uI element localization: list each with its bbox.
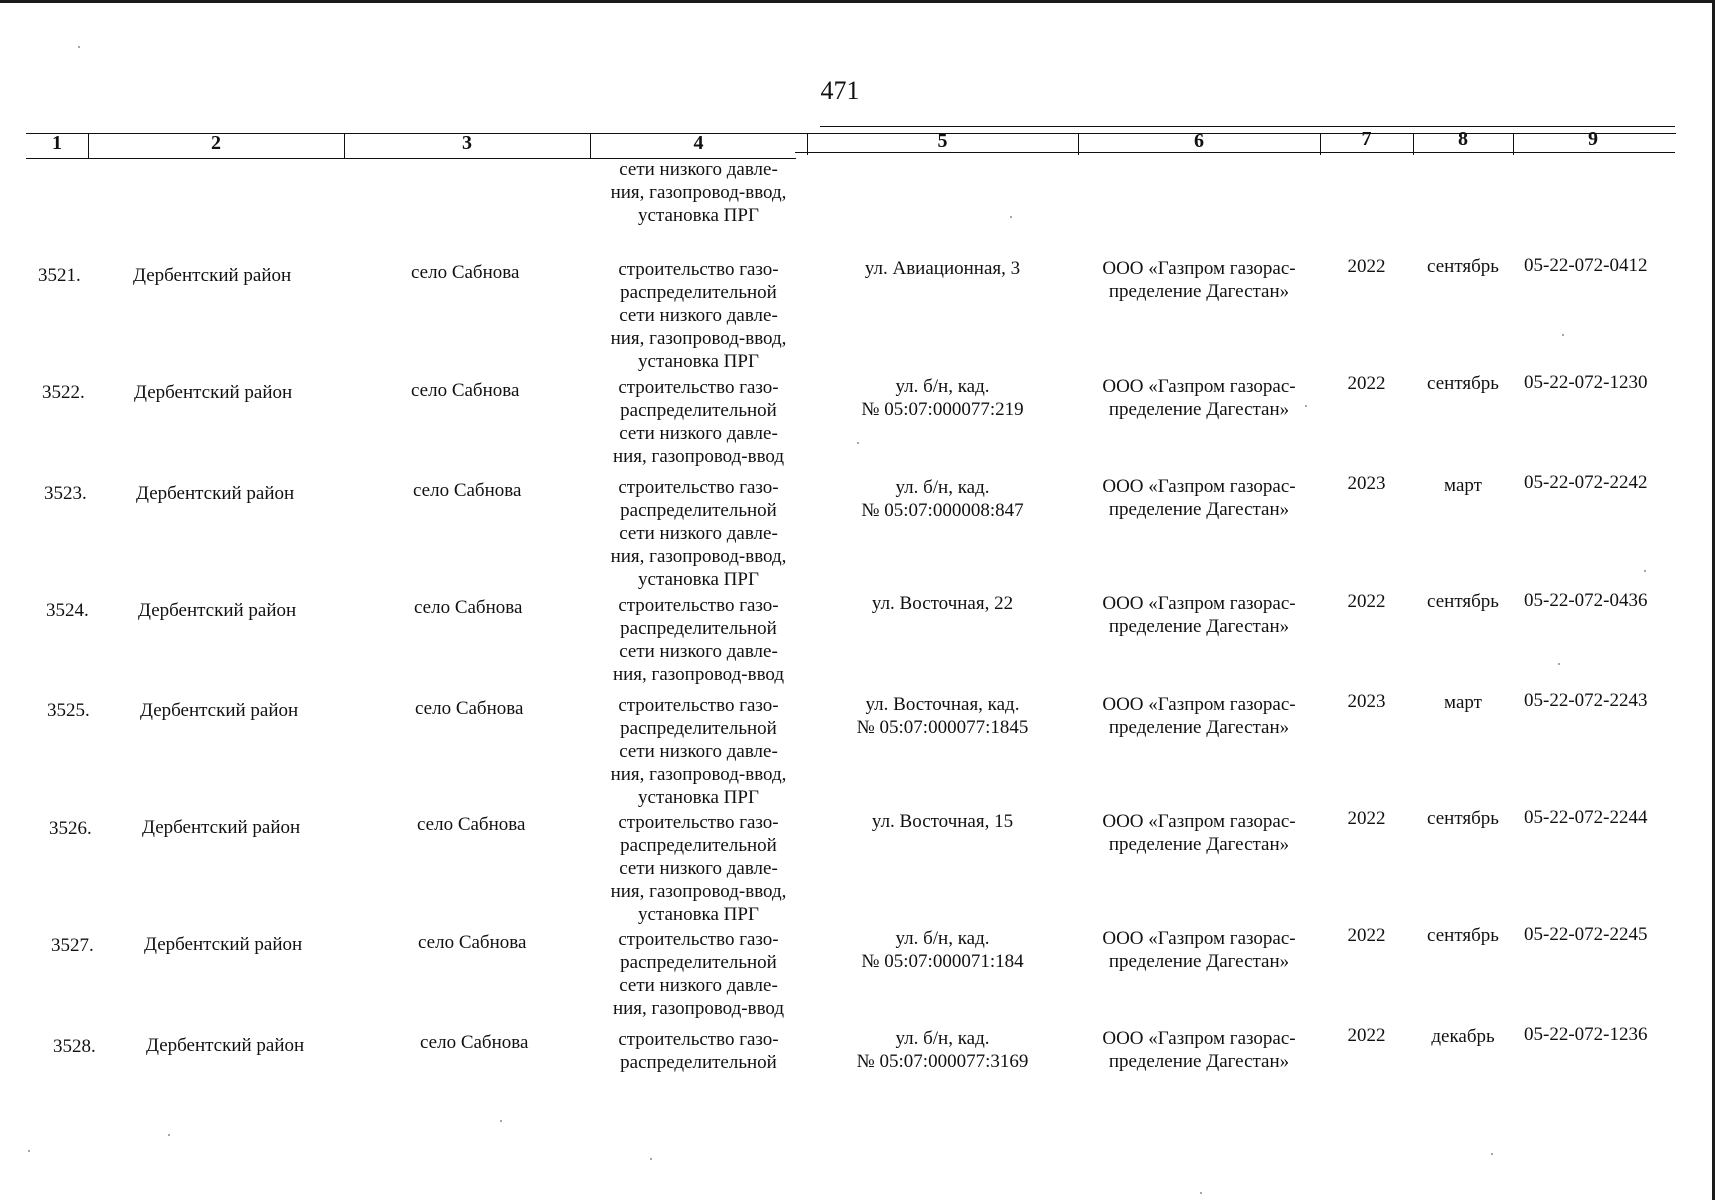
row-month: сентябрь: [1427, 925, 1499, 946]
work-line: распределительной: [620, 718, 777, 739]
work-line: сети низкого давле-: [619, 641, 778, 662]
header-col-2: 2: [211, 132, 221, 154]
row-year: 2022: [1347, 256, 1386, 277]
org-line: ООО «Газпром газорас-: [1102, 593, 1296, 614]
work-line: ния, газопровод-ввод,: [610, 546, 787, 567]
row-organization: [1078, 693, 1320, 739]
row-district: Дербентский район: [134, 382, 293, 403]
row-year: 2023: [1347, 691, 1386, 712]
work-line: ния, газопровод-ввод: [612, 998, 785, 1019]
page-number: 471: [820, 76, 860, 105]
row-number: 3524.: [46, 600, 89, 621]
row-organization: [1078, 257, 1320, 303]
work-line: ния, газопровод-ввод: [612, 446, 785, 467]
continuation-work: [590, 158, 807, 227]
scan-speck: [78, 46, 80, 48]
address-line: ул. Восточная, 15: [871, 811, 1014, 832]
row-code: 05-22-072-2245: [1524, 924, 1648, 945]
row-month: декабрь: [1431, 1026, 1495, 1047]
row-number: 3527.: [51, 935, 94, 956]
row-address: [807, 927, 1078, 973]
header-col-5: 5: [937, 130, 948, 152]
row-locality: село Сабнова: [418, 932, 527, 953]
scan-speck: [1305, 405, 1307, 407]
work-line: ния, газопровод-ввод,: [610, 182, 787, 203]
work-line: строительство газо-: [618, 259, 779, 280]
address-line: ул. б/н, кад.: [895, 1028, 990, 1049]
work-line: сети низкого давле-: [619, 523, 778, 544]
row-organization: [1078, 375, 1320, 421]
row-locality: село Сабнова: [411, 380, 520, 401]
header-col-7: 7: [1361, 128, 1372, 150]
row-month: сентябрь: [1427, 808, 1499, 829]
address-line: № 05:07:000077:1845: [856, 717, 1029, 738]
work-line: распределительной: [620, 618, 777, 639]
work-line: распределительной: [620, 952, 777, 973]
work-line: сети низкого давле-: [619, 741, 778, 762]
row-work: [590, 476, 807, 591]
row-work: [590, 376, 807, 468]
row-month: март: [1444, 692, 1482, 713]
scan-speck: [28, 1150, 30, 1152]
work-line: распределительной: [620, 282, 777, 303]
header-col-3: 3: [462, 132, 472, 154]
row-year: 2022: [1347, 925, 1386, 946]
row-organization: [1078, 475, 1320, 521]
row-number: 3522.: [42, 382, 85, 403]
row-district: Дербентский район: [138, 600, 297, 621]
row-district: Дербентский район: [133, 265, 292, 286]
row-code: 05-22-072-0412: [1524, 255, 1648, 276]
org-line: пределение Дагестан»: [1108, 499, 1290, 520]
row-district: Дербентский район: [140, 700, 299, 721]
scan-speck: [1010, 216, 1012, 218]
row-work: [590, 694, 807, 809]
org-line: ООО «Газпром газорас-: [1102, 476, 1296, 497]
org-line: ООО «Газпром газорас-: [1102, 811, 1296, 832]
address-line: № 05:07:000077:219: [861, 399, 1024, 420]
row-year: 2022: [1347, 808, 1386, 829]
header-col-6: 6: [1194, 130, 1204, 152]
org-line: ООО «Газпром газорас-: [1102, 694, 1296, 715]
header-col-1: 1: [52, 132, 62, 154]
row-address: [807, 810, 1078, 833]
address-line: № 05:07:000071:184: [861, 951, 1024, 972]
address-line: ул. б/н, кад.: [895, 477, 990, 498]
row-month: сентябрь: [1427, 591, 1499, 612]
row-organization: [1078, 592, 1320, 638]
org-line: ООО «Газпром газорас-: [1102, 1028, 1296, 1049]
row-year: 2023: [1347, 473, 1386, 494]
work-line: установка ПРГ: [638, 205, 759, 226]
scan-speck: [1491, 1153, 1493, 1155]
scan-speck: [1200, 1192, 1202, 1194]
address-line: ул. б/н, кад.: [895, 928, 990, 949]
row-number: 3528.: [53, 1036, 96, 1057]
row-number: 3525.: [47, 700, 90, 721]
work-line: строительство газо-: [618, 377, 779, 398]
row-number: 3526.: [49, 818, 92, 839]
scan-speck: [1644, 570, 1646, 572]
row-code: 05-22-072-2244: [1524, 807, 1648, 828]
work-line: распределительной: [620, 400, 777, 421]
work-line: ния, газопровод-ввод,: [610, 328, 787, 349]
row-locality: село Сабнова: [415, 698, 524, 719]
work-line: установка ПРГ: [638, 351, 759, 372]
org-line: пределение Дагестан»: [1108, 399, 1290, 420]
row-locality: село Сабнова: [411, 262, 520, 283]
work-line: строительство газо-: [618, 812, 779, 833]
row-number: 3523.: [44, 483, 87, 504]
row-district: Дербентский район: [136, 483, 295, 504]
org-line: пределение Дагестан»: [1108, 1051, 1290, 1072]
row-year: 2022: [1347, 591, 1386, 612]
row-month: март: [1444, 475, 1482, 496]
row-code: 05-22-072-2243: [1524, 690, 1648, 711]
row-organization: [1078, 810, 1320, 856]
row-district: Дербентский район: [144, 934, 303, 955]
row-code: 05-22-072-1230: [1524, 372, 1648, 393]
work-line: ния, газопровод-ввод: [612, 664, 785, 685]
work-line: ния, газопровод-ввод,: [610, 881, 787, 902]
work-line: сети низкого давле-: [619, 423, 778, 444]
row-district: Дербентский район: [142, 817, 301, 838]
row-month: сентябрь: [1427, 373, 1499, 394]
org-line: пределение Дагестан»: [1108, 834, 1290, 855]
scan-speck: [500, 1120, 502, 1122]
work-line: установка ПРГ: [638, 787, 759, 808]
org-line: пределение Дагестан»: [1108, 281, 1290, 302]
address-line: ул. б/н, кад.: [895, 376, 990, 397]
org-line: ООО «Газпром газорас-: [1102, 928, 1296, 949]
work-line: распределительной: [620, 500, 777, 521]
work-line: сети низкого давле-: [619, 305, 778, 326]
scan-speck: [1558, 663, 1560, 665]
row-work: [590, 811, 807, 926]
row-year: 2022: [1347, 373, 1386, 394]
row-work: [590, 258, 807, 373]
work-line: строительство газо-: [618, 1029, 779, 1050]
work-line: ния, газопровод-ввод,: [610, 764, 787, 785]
row-code: 05-22-072-2242: [1524, 472, 1648, 493]
row-organization: [1078, 927, 1320, 973]
row-locality: село Сабнова: [420, 1032, 529, 1053]
row-address: [807, 375, 1078, 421]
row-month: сентябрь: [1427, 256, 1499, 277]
row-number: 3521.: [38, 265, 81, 286]
row-work: [590, 594, 807, 686]
work-line: установка ПРГ: [638, 904, 759, 925]
address-line: ул. Восточная, кад.: [865, 694, 1020, 715]
row-address: [807, 1027, 1078, 1073]
work-line: установка ПРГ: [638, 569, 759, 590]
row-address: [807, 257, 1078, 280]
work-line: строительство газо-: [618, 695, 779, 716]
header-col-9: 9: [1588, 128, 1598, 150]
row-locality: село Сабнова: [417, 814, 526, 835]
row-address: [807, 592, 1078, 615]
scan-speck: [1562, 334, 1564, 336]
scan-speck: [857, 442, 859, 444]
work-line: строительство газо-: [618, 595, 779, 616]
address-line: № 05:07:000008:847: [861, 500, 1024, 521]
org-line: пределение Дагестан»: [1108, 616, 1290, 637]
work-line: сети низкого давле-: [619, 858, 778, 879]
scan-speck: [650, 1158, 652, 1160]
org-line: пределение Дагестан»: [1108, 951, 1290, 972]
address-line: № 05:07:000077:3169: [856, 1051, 1029, 1072]
header-col-8: 8: [1458, 128, 1468, 150]
row-address: [807, 476, 1078, 522]
work-line: сети низкого давле-: [619, 975, 778, 996]
row-work: [590, 1028, 807, 1074]
work-line: распределительной: [620, 835, 777, 856]
header-rule-top: [820, 126, 1675, 127]
address-line: ул. Авиационная, 3: [864, 258, 1021, 279]
row-work: [590, 928, 807, 1020]
org-line: ООО «Газпром газорас-: [1102, 258, 1296, 279]
scan-speck: [168, 1134, 170, 1136]
org-line: ООО «Газпром газорас-: [1102, 376, 1296, 397]
work-line: строительство газо-: [618, 477, 779, 498]
scan-border-top: [0, 0, 1715, 3]
row-organization: [1078, 1027, 1320, 1073]
row-code: 05-22-072-0436: [1524, 590, 1648, 611]
work-line: строительство газо-: [618, 929, 779, 950]
address-line: ул. Восточная, 22: [871, 593, 1014, 614]
row-district: Дербентский район: [146, 1035, 305, 1056]
row-code: 05-22-072-1236: [1524, 1024, 1648, 1045]
header-col-4: 4: [693, 132, 704, 154]
row-year: 2022: [1347, 1025, 1386, 1046]
work-line: сети низкого давле-: [619, 159, 778, 180]
org-line: пределение Дагестан»: [1108, 717, 1290, 738]
row-locality: село Сабнова: [414, 597, 523, 618]
row-locality: село Сабнова: [413, 480, 522, 501]
work-line: распределительной: [620, 1052, 777, 1073]
row-address: [807, 693, 1078, 739]
